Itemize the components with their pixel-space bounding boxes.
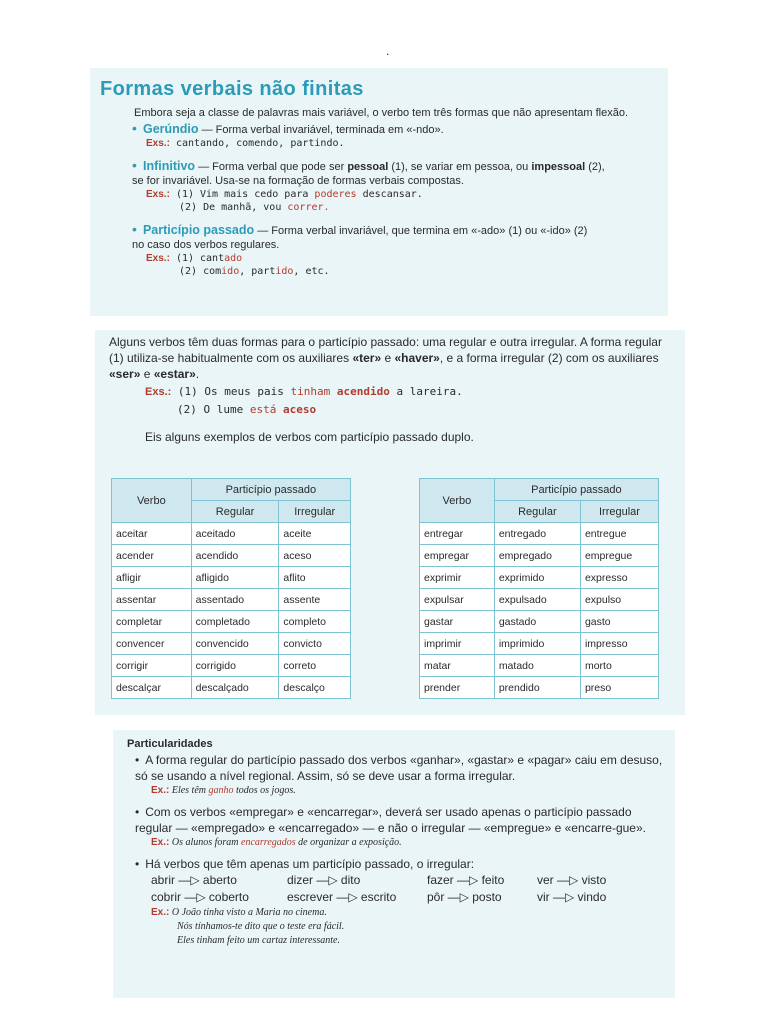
table-cell: exprimido bbox=[494, 567, 580, 589]
participio-example-2: (2) comido, partido, etc. bbox=[179, 266, 330, 277]
header-verbo: Verbo bbox=[112, 479, 192, 523]
table-cell: preso bbox=[580, 677, 658, 699]
term-gerundio: Gerúndio bbox=[142, 122, 199, 136]
header-verbo: Verbo bbox=[420, 479, 495, 523]
table-cell: gastar bbox=[420, 611, 495, 633]
table-cell: afligir bbox=[112, 567, 192, 589]
particularidade-2-example: Ex.: Os alunos foram encarregados de organizar a exposição. bbox=[151, 837, 402, 848]
table-cell: prender bbox=[420, 677, 495, 699]
participio-duplo-example-2: (2) O lume está aceso bbox=[177, 403, 317, 416]
table-cell: aceite bbox=[279, 523, 351, 545]
table-cell: imprimir bbox=[420, 633, 495, 655]
panel-formas-verbais bbox=[90, 68, 668, 316]
table-row bbox=[112, 633, 351, 655]
table-cell: convencido bbox=[191, 633, 279, 655]
header-regular: Regular bbox=[494, 501, 580, 523]
table-cell: completo bbox=[279, 611, 351, 633]
table-cell: assentar bbox=[112, 589, 192, 611]
bullet-icon: • bbox=[135, 805, 140, 819]
particularidades-title: Particularidades bbox=[127, 738, 213, 750]
verb-pair: vir —▷ vindo bbox=[537, 890, 607, 904]
table-cell: afligido bbox=[191, 567, 279, 589]
table-row bbox=[420, 545, 659, 567]
examples-intro: Eis alguns exemplos de verbos com particípio passado duplo. bbox=[145, 430, 474, 444]
table-cell: convencer bbox=[112, 633, 192, 655]
header-irregular: Irregular bbox=[580, 501, 658, 523]
header-participio: Particípio passado bbox=[494, 479, 658, 501]
table-row bbox=[420, 633, 659, 655]
table-row bbox=[420, 589, 659, 611]
participio-duplo-paragraph: Alguns verbos têm duas formas para o particípio passado: uma regular e outra irregular. A forma regular (1) utiliza-se habitualmente com os auxiliares «ter» e «haver», e a forma irregular (2) com os auxiliares «ser» e «estar». bbox=[109, 335, 662, 381]
table-cell: assente bbox=[279, 589, 351, 611]
bullet-icon: • bbox=[132, 120, 137, 136]
table-cell: gastado bbox=[494, 611, 580, 633]
table-cell: imprimido bbox=[494, 633, 580, 655]
table-cell: matado bbox=[494, 655, 580, 677]
table-cell: completar bbox=[112, 611, 192, 633]
table-cell: expresso bbox=[580, 567, 658, 589]
table-row bbox=[420, 677, 659, 699]
table-cell: correto bbox=[279, 655, 351, 677]
table-cell: expulsar bbox=[420, 589, 495, 611]
table-cell: morto bbox=[580, 655, 658, 677]
table-cell: completado bbox=[191, 611, 279, 633]
infinitivo-example-1: Exs.: (1) Vim mais cedo para poderes descansar. bbox=[146, 189, 423, 200]
infinitivo-item: • Infinitivo — Forma verbal que pode ser pessoal (1), se variar em pessoa, ou impessoal (2), se for invariável. Usa-se na formação de formas verbais compostas. Exs.: (1) Vim mais cedo para poderes descansar. (2) De manhã, vou correr. bbox=[132, 158, 658, 214]
particularidade-1-example: Ex.: Eles têm ganho todos os jogos. bbox=[151, 785, 296, 796]
table-cell: matar bbox=[420, 655, 495, 677]
infinitivo-example-2: (2) De manhã, vou correr. bbox=[179, 202, 330, 213]
particularidade-2: • Com os verbos «empregar» e «encarregar», deverá ser usado apenas o particípio passado regular — «empregado» e «encarregado» — e não o irregular — «empregue» e «encarre-gue». bbox=[135, 805, 646, 835]
bullet-icon: • bbox=[132, 221, 137, 237]
verb-pair: pôr —▷ posto bbox=[427, 890, 502, 904]
verb-pair: dizer —▷ dito bbox=[287, 873, 361, 887]
table-cell: aceitado bbox=[191, 523, 279, 545]
table-cell: entregue bbox=[580, 523, 658, 545]
table-1-body bbox=[112, 523, 351, 699]
table-row bbox=[420, 611, 659, 633]
table-cell: empregado bbox=[494, 545, 580, 567]
table-row bbox=[420, 523, 659, 545]
section-title: Formas verbais não finitas bbox=[100, 78, 364, 100]
gerundio-example: Exs.: cantando, comendo, partindo. bbox=[146, 138, 345, 149]
table-cell: aceitar bbox=[112, 523, 192, 545]
table-cell: acendido bbox=[191, 545, 279, 567]
irregular-verbs-row bbox=[151, 889, 667, 906]
intro-text: Embora seja a classe de palavras mais variável, o verbo tem três formas que não apresentam flexão. bbox=[134, 107, 629, 119]
table-cell: descalço bbox=[279, 677, 351, 699]
table-2-body bbox=[420, 523, 659, 699]
table-row bbox=[112, 589, 351, 611]
table-cell: aceso bbox=[279, 545, 351, 567]
table-cell: exprimir bbox=[420, 567, 495, 589]
table-row bbox=[112, 567, 351, 589]
irregular-verbs-row bbox=[151, 872, 667, 889]
stray-dot: . bbox=[386, 44, 390, 58]
verb-pair: abrir —▷ aberto bbox=[151, 873, 237, 887]
table-cell: aflito bbox=[279, 567, 351, 589]
gerundio-desc: — Forma verbal invariável, terminada em «-ndo». bbox=[201, 124, 444, 136]
table-row bbox=[112, 677, 351, 699]
table-row bbox=[420, 567, 659, 589]
participio-table-1 bbox=[111, 478, 351, 699]
participio-table-2 bbox=[419, 478, 659, 699]
table-row bbox=[112, 545, 351, 567]
table-cell: acender bbox=[112, 545, 192, 567]
participio-item: • Particípio passado — Forma verbal invariável, que termina em «-ado» (1) ou «-ido» (2) no caso dos verbos regulares. Exs.: (1) cantado (2) comido, partido, etc. bbox=[132, 222, 658, 278]
bullet-icon: • bbox=[132, 157, 137, 173]
table-row bbox=[112, 611, 351, 633]
verb-pair: cobrir —▷ coberto bbox=[151, 890, 249, 904]
verb-pair: ver —▷ visto bbox=[537, 873, 607, 887]
gerundio-item bbox=[132, 121, 658, 150]
table-cell: corrigido bbox=[191, 655, 279, 677]
term-infinitivo: Infinitivo bbox=[142, 159, 196, 173]
table-cell: entregado bbox=[494, 523, 580, 545]
header-participio: Particípio passado bbox=[191, 479, 350, 501]
table-cell: convicto bbox=[279, 633, 351, 655]
header-irregular: Irregular bbox=[279, 501, 351, 523]
table-cell: prendido bbox=[494, 677, 580, 699]
table-cell: expulsado bbox=[494, 589, 580, 611]
table-cell: corrigir bbox=[112, 655, 192, 677]
verb-pair: fazer —▷ feito bbox=[427, 873, 505, 887]
table-cell: empregue bbox=[580, 545, 658, 567]
table-cell: impresso bbox=[580, 633, 658, 655]
table-row bbox=[420, 655, 659, 677]
table-cell: descalçar bbox=[112, 677, 192, 699]
bullet-icon: • bbox=[135, 857, 140, 871]
panel-participio-duplo bbox=[95, 330, 685, 715]
participio-example-1: Exs.: (1) cantado bbox=[146, 253, 243, 264]
particularidade-3-examples: Ex.: O João tinha visto a Maria no cinema. Nós tínhamos-te dito que o teste era fácil. Eles tinham feito um cartaz interessante. bbox=[151, 907, 345, 946]
participio-duplo-example-1: Exs.: (1) Os meus pais tinham acendido a lareira. bbox=[145, 385, 463, 398]
table-cell: assentado bbox=[191, 589, 279, 611]
panel-particularidades bbox=[113, 730, 675, 998]
irregular-verbs-grid bbox=[151, 872, 667, 906]
table-cell: gasto bbox=[580, 611, 658, 633]
table-cell: empregar bbox=[420, 545, 495, 567]
table-cell: descalçado bbox=[191, 677, 279, 699]
table-cell: expulso bbox=[580, 589, 658, 611]
bullet-icon: • bbox=[135, 753, 140, 767]
table-row bbox=[112, 655, 351, 677]
term-participio: Particípio passado bbox=[142, 223, 255, 237]
particularidade-3: • Há verbos que têm apenas um particípio passado, o irregular: bbox=[135, 857, 475, 871]
header-regular: Regular bbox=[191, 501, 279, 523]
table-row bbox=[112, 523, 351, 545]
verb-pair: escrever —▷ escrito bbox=[287, 890, 397, 904]
particularidade-1: • A forma regular do particípio passado dos verbos «ganhar», «gastar» e «pagar» caiu em desuso, só se usando a nível regional. Assim, só se deve usar a forma irregular. bbox=[135, 753, 663, 783]
table-cell: entregar bbox=[420, 523, 495, 545]
